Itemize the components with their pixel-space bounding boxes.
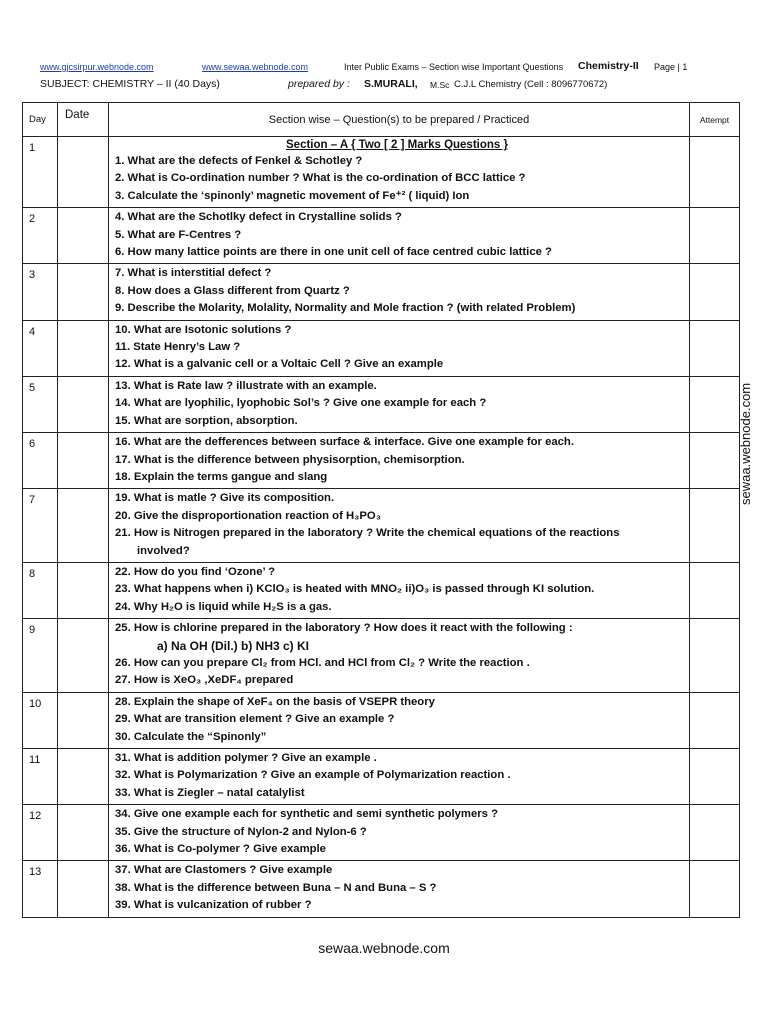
question-line: 8. How does a Glass different from Quartz ? xyxy=(115,284,350,297)
attempt-cell[interactable] xyxy=(690,208,740,264)
question-line: 15. What are sorption, absorption. xyxy=(115,414,298,427)
day-number: 5 xyxy=(23,376,58,432)
day-number: 8 xyxy=(23,562,58,618)
day-number: 4 xyxy=(23,320,58,376)
attempt-cell[interactable] xyxy=(690,376,740,432)
page-number: Page | 1 xyxy=(654,62,688,72)
question-line: 7. What is interstitial defect ? xyxy=(115,267,272,280)
day-number: 1 xyxy=(23,137,58,208)
questions-cell xyxy=(109,264,690,320)
table-row xyxy=(23,208,740,264)
attempt-cell[interactable] xyxy=(690,692,740,748)
table-row xyxy=(23,264,740,320)
header-line-2 xyxy=(40,78,740,94)
author-degree: M.Sc xyxy=(430,80,450,90)
day-number: 12 xyxy=(23,805,58,861)
date-cell[interactable] xyxy=(58,433,109,489)
date-cell[interactable] xyxy=(58,692,109,748)
attempt-cell[interactable] xyxy=(690,137,740,208)
question-line: 9. Describe the Molarity, Molality, Normality and Mole fraction ? (with related Problem) xyxy=(115,302,576,315)
table-row xyxy=(23,137,740,208)
table-row xyxy=(23,692,740,748)
table-row xyxy=(23,749,740,805)
table-row xyxy=(23,861,740,917)
attempt-cell[interactable] xyxy=(690,861,740,917)
date-cell[interactable] xyxy=(58,489,109,563)
questions-cell xyxy=(109,619,690,693)
question-line: 2. What is Co-ordination number ? What is the co-ordination of BCC lattice ? xyxy=(115,172,526,185)
author-name: S.MURALI, xyxy=(364,78,418,90)
attempt-cell[interactable] xyxy=(690,433,740,489)
prepared-by-label: prepared by : xyxy=(288,78,350,90)
date-cell[interactable] xyxy=(58,562,109,618)
question-line: 22. How do you find ‘Ozone’ ? xyxy=(115,565,276,578)
day-number: 3 xyxy=(23,264,58,320)
side-watermark: sewaa.webnode.com xyxy=(738,382,753,505)
date-cell[interactable] xyxy=(58,749,109,805)
attempt-cell[interactable] xyxy=(690,320,740,376)
col-section-header: Section wise – Question(s) to be prepared / Practiced xyxy=(109,103,690,137)
subject-title: SUBJECT: CHEMISTRY – II (40 Days) xyxy=(40,78,220,90)
question-line: 30. Calculate the “Spinonly” xyxy=(115,730,267,743)
date-cell[interactable] xyxy=(58,619,109,693)
questions-cell xyxy=(109,208,690,264)
date-cell[interactable] xyxy=(58,320,109,376)
question-line: involved? xyxy=(137,544,190,557)
col-day-header: Day xyxy=(23,103,58,137)
questions-cell xyxy=(109,489,690,563)
question-line: 12. What is a galvanic cell or a Voltaic Cell ? Give an example xyxy=(115,358,444,371)
table-row xyxy=(23,376,740,432)
question-line: 26. How can you prepare Cl₂ from HCl. and HCl from Cl₂ ? Write the reaction . xyxy=(115,656,530,669)
site-link-gjcsirpur[interactable]: www.gjcsirpur.webnode.com xyxy=(40,62,154,72)
questions-cell xyxy=(109,749,690,805)
date-cell[interactable] xyxy=(58,208,109,264)
question-line: 18. Explain the terms gangue and slang xyxy=(115,470,328,483)
header-line-1 xyxy=(40,62,740,76)
question-line: 17. What is the difference between physisorption, chemisorption. xyxy=(115,453,465,466)
subject-short: Chemistry-II xyxy=(578,60,639,72)
question-line: 11. State Henry’s Law ? xyxy=(115,341,241,354)
author-affiliation: C.J.L Chemistry (Cell : 8096770672) xyxy=(454,79,608,90)
date-cell[interactable] xyxy=(58,861,109,917)
question-line: 29. What are transition element ? Give an example ? xyxy=(115,713,395,726)
attempt-cell[interactable] xyxy=(690,562,740,618)
question-line: 10. What are Isotonic solutions ? xyxy=(115,323,292,336)
question-line: 5. What are F-Centres ? xyxy=(115,228,242,241)
question-line: 6. How many lattice points are there in one unit cell of face centred cubic lattice ? xyxy=(115,246,552,259)
table-row xyxy=(23,805,740,861)
day-number: 6 xyxy=(23,433,58,489)
question-line: 19. What is matle ? Give its composition. xyxy=(115,492,335,505)
question-line: 3. Calculate the ‘spinonly’ magnetic movement of Fe⁺² ( liquid) Ion xyxy=(115,189,470,202)
day-number: 9 xyxy=(23,619,58,693)
col-attempt-header: Attempt xyxy=(690,103,740,137)
questions-cell xyxy=(109,805,690,861)
question-line: 38. What is the difference between Buna – N and Buna – S ? xyxy=(115,881,437,894)
date-cell[interactable] xyxy=(58,376,109,432)
table-row xyxy=(23,433,740,489)
question-line: 31. What is addition polymer ? Give an example . xyxy=(115,752,377,764)
attempt-cell[interactable] xyxy=(690,489,740,563)
table-body xyxy=(23,137,740,918)
site-link-sewaa[interactable]: www.sewaa.webnode.com xyxy=(202,62,309,72)
question-line: 32. What is Polymarization ? Give an example of Polymarization reaction . xyxy=(115,769,511,782)
table-row xyxy=(23,619,740,693)
exam-title: Inter Public Exams – Section wise Important Questions xyxy=(344,62,564,72)
attempt-cell[interactable] xyxy=(690,619,740,693)
question-line: 33. What is Ziegler – natal catalylist xyxy=(115,786,305,799)
section-heading: Section – A { Two [ 2 ] Marks Questions } xyxy=(286,139,508,151)
day-number: 7 xyxy=(23,489,58,563)
question-line: 34. Give one example each for synthetic and semi synthetic polymers ? xyxy=(115,808,498,821)
date-cell[interactable] xyxy=(58,137,109,208)
question-line: 14. What are lyophilic, lyophobic Sol’s ? Give one example for each ? xyxy=(115,397,487,410)
question-line: 36. What is Co-polymer ? Give example xyxy=(115,843,326,856)
question-line: 23. What happens when i) KClO₃ is heated with MNO₂ ii)O₃ is passed through KI solution. xyxy=(115,583,595,596)
day-number: 10 xyxy=(23,692,58,748)
question-line: 16. What are the defferences between surface & interface. Give one example for each. xyxy=(115,436,574,449)
questions-cell xyxy=(109,861,690,917)
question-line: 39. What is vulcanization of rubber ? xyxy=(115,899,312,912)
day-number: 2 xyxy=(23,208,58,264)
attempt-cell[interactable] xyxy=(690,264,740,320)
questions-cell xyxy=(109,320,690,376)
attempt-cell[interactable] xyxy=(690,749,740,805)
table-row xyxy=(23,489,740,563)
question-line: 28. Explain the shape of XeF₄ on the basis of VSEPR theory xyxy=(115,695,435,708)
question-line: 20. Give the disproportionation reaction of H₃PO₃ xyxy=(115,509,381,522)
questions-cell xyxy=(109,433,690,489)
table-row xyxy=(23,562,740,618)
questions-cell xyxy=(109,137,690,208)
question-line: a) Na OH (Dil.) b) NH3 c) KI xyxy=(157,638,310,653)
date-cell[interactable] xyxy=(58,805,109,861)
date-cell[interactable] xyxy=(58,264,109,320)
question-line: 24. Why H₂O is liquid while H₂S is a gas. xyxy=(115,600,332,613)
question-line: 35. Give the structure of Nylon-2 and Nylon-6 ? xyxy=(115,825,367,838)
table-header-row xyxy=(23,103,740,137)
footer-site: sewaa.webnode.com xyxy=(318,940,450,956)
questions-cell xyxy=(109,692,690,748)
question-line: 1. What are the defects of Fenkel & Schotley ? xyxy=(115,155,363,167)
question-table xyxy=(22,102,740,918)
day-number: 13 xyxy=(23,861,58,917)
question-line: 21. How is Nitrogen prepared in the laboratory ? Write the chemical equations of the reactions xyxy=(115,527,620,540)
question-line: 25. How is chlorine prepared in the laboratory ? How does it react with the following : xyxy=(115,622,573,635)
question-line: 4. What are the Schotlky defect in Crystalline solids ? xyxy=(115,211,402,224)
question-line: 27. How is XeO₃ ,XeDF₄ prepared xyxy=(115,674,294,687)
questions-cell xyxy=(109,562,690,618)
question-line: 13. What is Rate law ? illustrate with an example. xyxy=(115,379,377,392)
table-row xyxy=(23,320,740,376)
attempt-cell[interactable] xyxy=(690,805,740,861)
col-date-header: Date xyxy=(58,103,109,137)
questions-cell xyxy=(109,376,690,432)
day-number: 11 xyxy=(23,749,58,805)
question-line: 37. What are Clastomers ? Give example xyxy=(115,864,333,877)
